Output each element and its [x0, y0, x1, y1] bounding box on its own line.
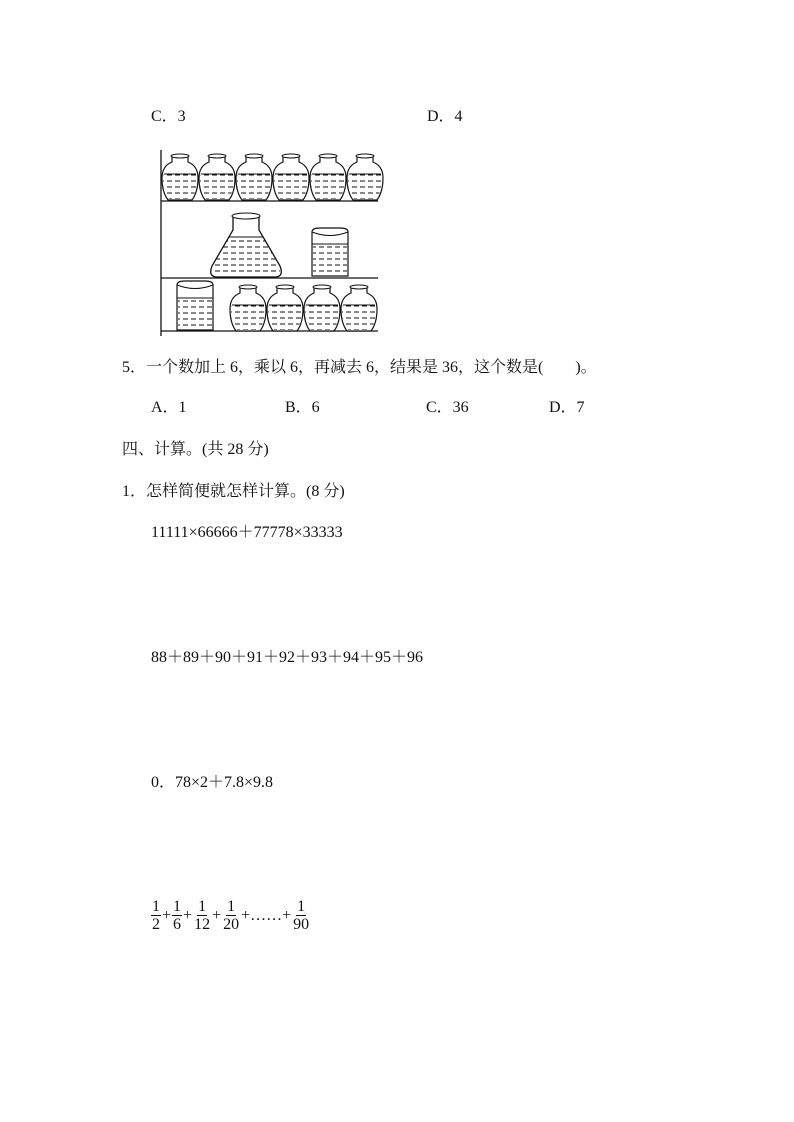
small-vase — [236, 154, 272, 200]
plus-sign: + — [162, 907, 172, 924]
problem-2: 88＋89＋90＋91＋92＋93＋94＋95＋96 — [151, 649, 424, 666]
fraction: $\frac{1}{6}$ — [173, 898, 182, 933]
small-vase — [199, 154, 235, 200]
small-vase-row-top — [162, 154, 383, 200]
ellipsis: …… — [250, 907, 283, 924]
plus-sign: + — [282, 907, 292, 924]
plus-sign: + — [241, 907, 251, 924]
vase-shelf-figure — [150, 148, 390, 340]
small-vase — [304, 285, 340, 331]
problem-1: 11111×66666＋77778×33333 — [151, 524, 343, 541]
option-c: C．3 — [151, 108, 186, 125]
conical-flask — [211, 213, 282, 277]
cylinder-jar — [312, 228, 348, 276]
q5-option-a: A．1 — [151, 399, 187, 416]
section-title: 四、计算。(共 28 分) — [122, 441, 269, 458]
subquestion-1: 1．怎样简便就怎样计算。(8 分) — [122, 483, 345, 500]
fraction: $\frac{1}{20}$ — [223, 898, 240, 933]
problem-4-fraction-series — [150, 898, 311, 933]
option-d: D．4 — [427, 108, 463, 125]
small-vase — [162, 154, 198, 200]
fraction: $\frac{1}{12}$ — [194, 898, 211, 933]
small-vase — [273, 154, 309, 200]
small-vase-row-bottom — [230, 285, 377, 331]
cylinder-jar — [177, 281, 213, 330]
plus-sign: + — [183, 907, 193, 924]
q5-option-b: B．6 — [285, 399, 320, 416]
fraction: $\frac{1}{2}$ — [152, 898, 160, 933]
q5-option-d: D．7 — [549, 399, 585, 416]
question-5: 5．一个数加上 6，乘以 6，再减去 6，结果是 36，这个数是( )。 — [122, 359, 597, 376]
small-vase — [341, 285, 377, 331]
small-vase — [267, 285, 303, 331]
small-vase — [310, 154, 346, 200]
q5-option-c: C．36 — [426, 399, 469, 416]
fraction: $\frac{1}{90}$ — [293, 898, 310, 933]
small-vase — [347, 154, 383, 200]
problem-3: 0．78×2＋7.8×9.8 — [151, 774, 274, 791]
small-vase — [230, 285, 266, 331]
plus-sign: + — [212, 907, 222, 924]
